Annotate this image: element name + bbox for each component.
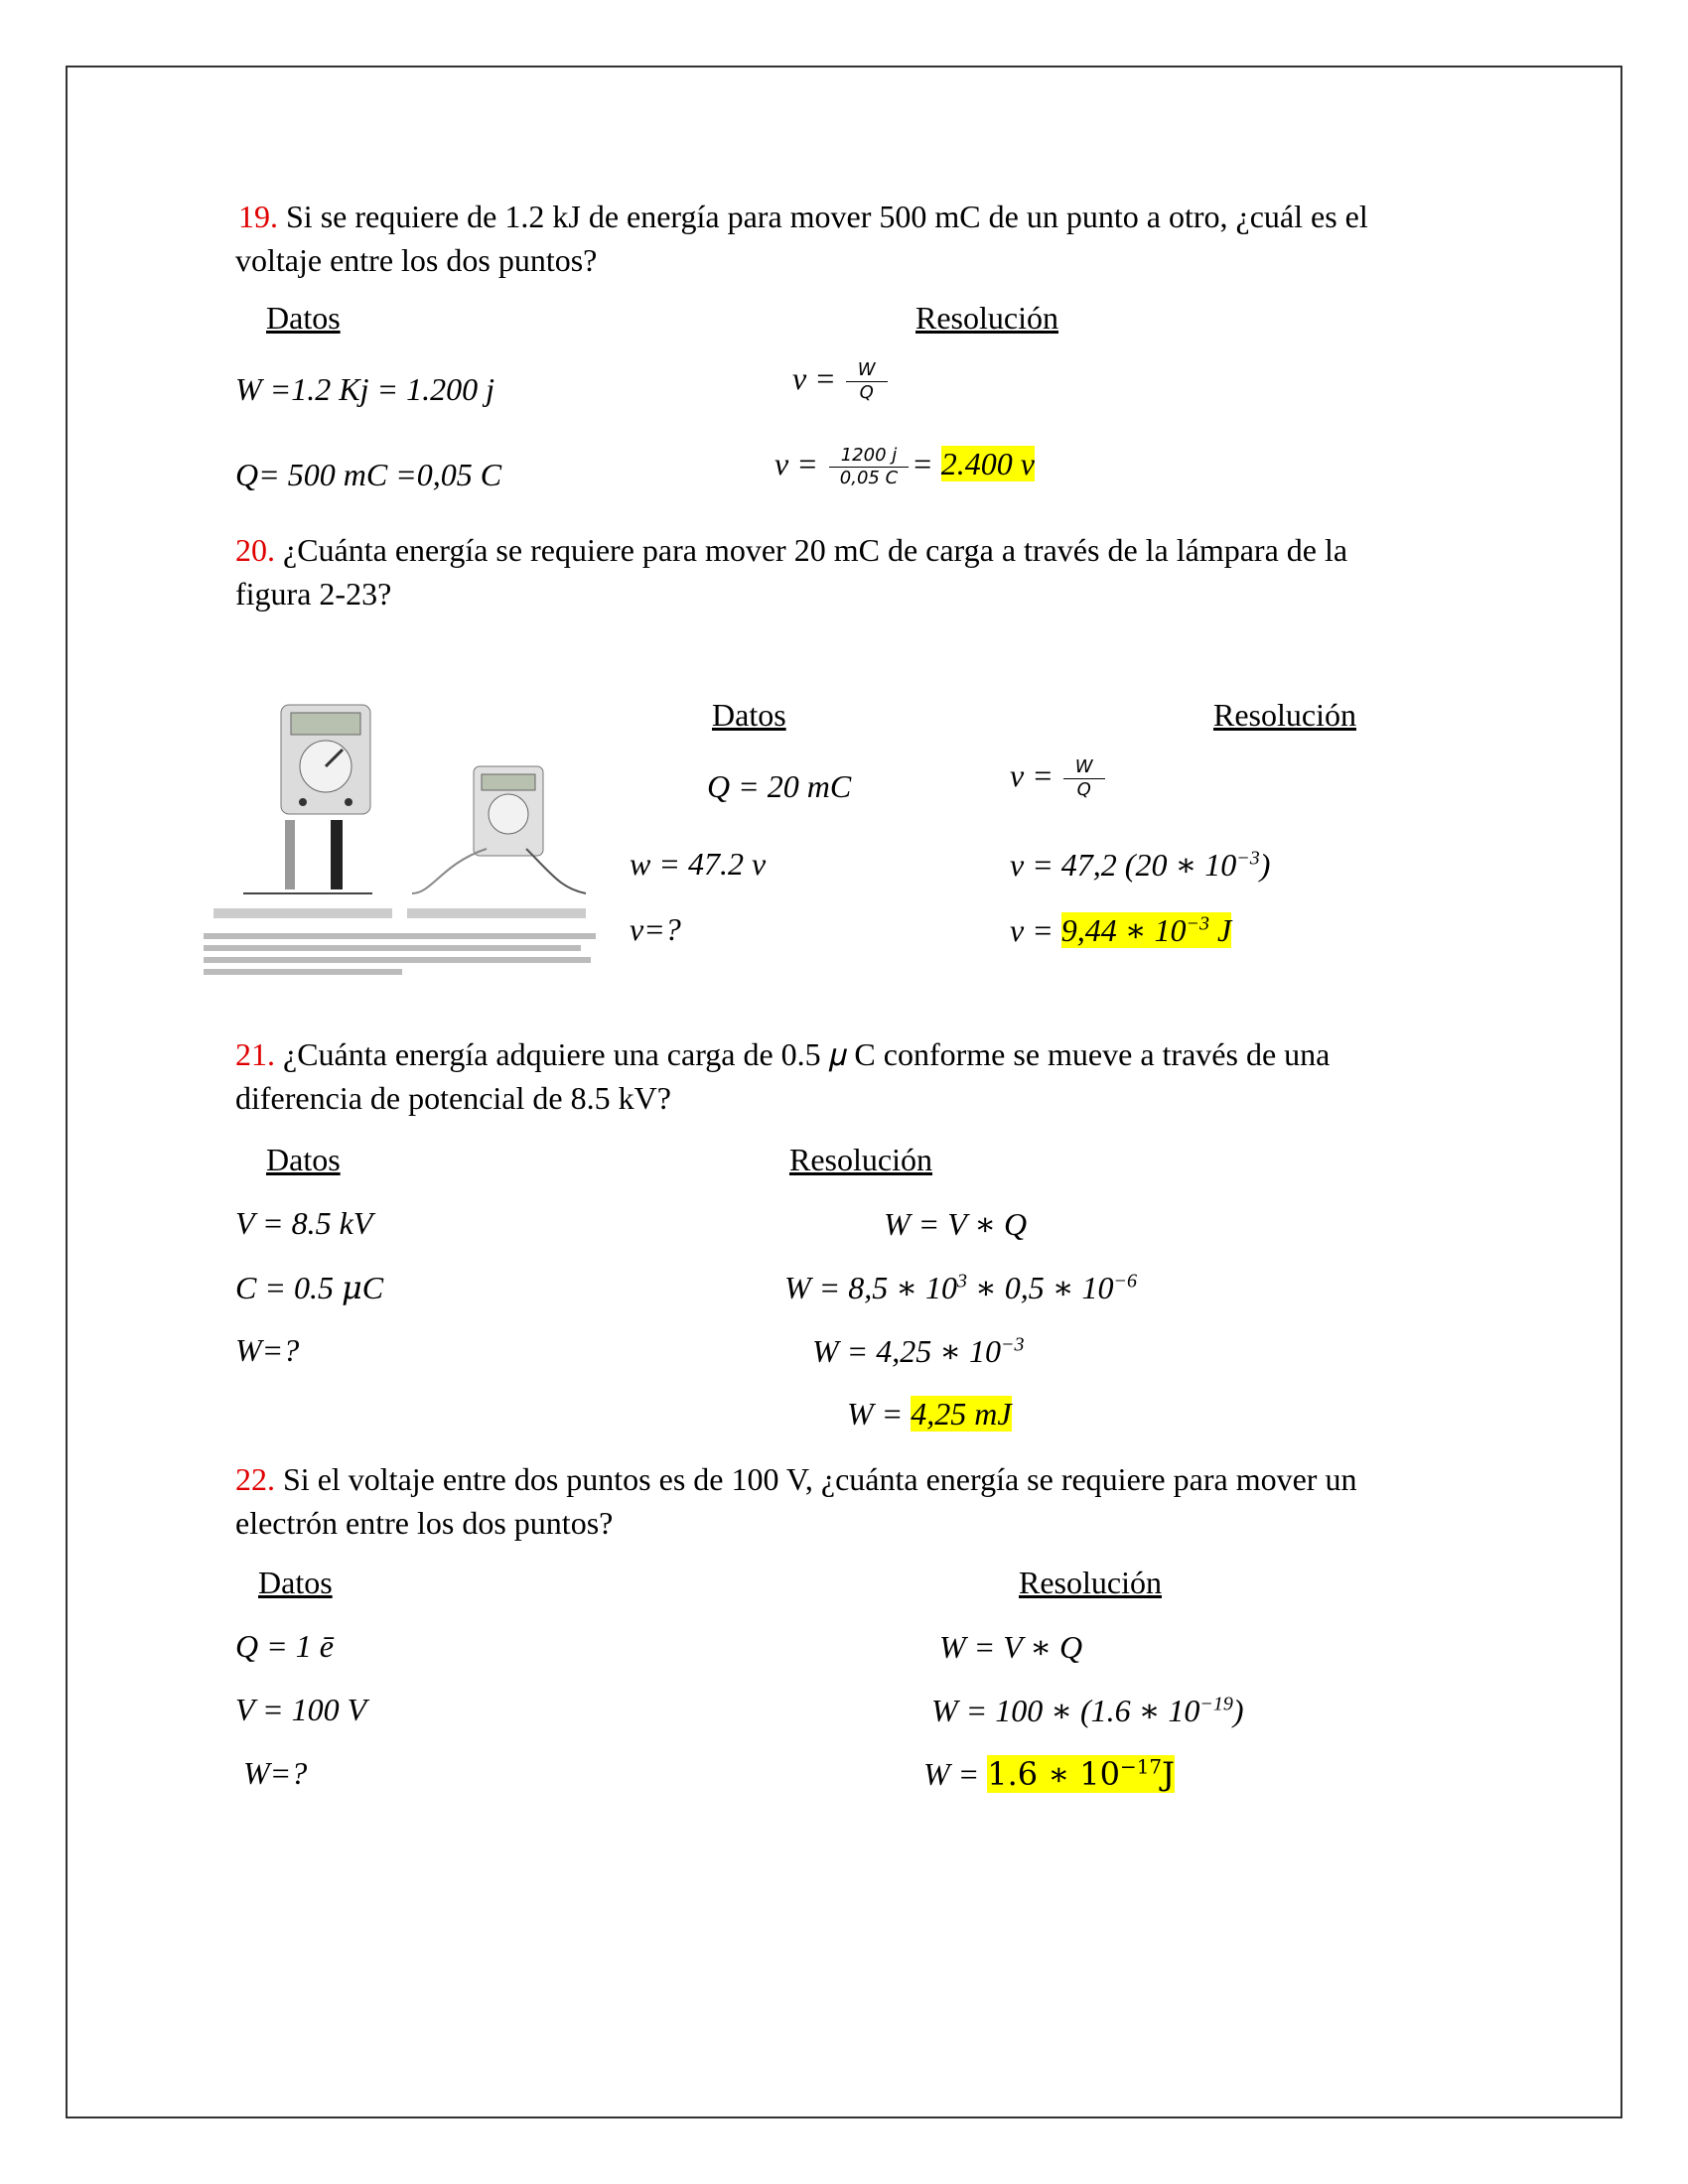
q21-f2-a: W = 8,5 ∗ 10 bbox=[784, 1270, 957, 1305]
q21-line1 bbox=[235, 1032, 1330, 1076]
q19-datos-heading: Datos bbox=[266, 300, 341, 336]
q22-number: 22. bbox=[235, 1461, 275, 1497]
q21-text-2: diferencia de potencial de 8.5 kV? bbox=[235, 1080, 671, 1116]
q22-ans-exp: −17 bbox=[1119, 1754, 1163, 1779]
q19-f2-num: 1200 j bbox=[829, 445, 910, 468]
q19-answer: 2.400 v bbox=[940, 445, 1035, 481]
q19-text-1: Si se requiere de 1.2 kJ de energía para mover 500 mC de un punto a otro, ¿cuál es el bbox=[286, 199, 1368, 234]
q20-f1-den: Q bbox=[1076, 779, 1091, 800]
q20-number: 20. bbox=[235, 532, 275, 568]
q22-datum-w: W=? bbox=[243, 1755, 308, 1791]
q22-datum-q: Q = 1 ē bbox=[235, 1628, 334, 1664]
q19-f1-den: Q bbox=[859, 382, 874, 403]
q21-f2-exp1: 3 bbox=[957, 1270, 967, 1293]
q21-formula-4 bbox=[847, 1396, 1012, 1433]
q22-resolucion-heading: Resolución bbox=[1019, 1565, 1162, 1600]
q20-resolucion-heading: Resolución bbox=[1213, 697, 1356, 733]
q19-formula-1 bbox=[792, 359, 890, 404]
q19-datum-q: Q= 500 mC =0,05 C bbox=[235, 457, 502, 492]
q20-formula-3 bbox=[1010, 911, 1231, 949]
q20-f2-close: ) bbox=[1259, 847, 1271, 883]
q20-f1-fraction bbox=[1063, 756, 1105, 801]
q19-number: 19. bbox=[238, 199, 278, 234]
q22-datum-v: V = 100 V bbox=[235, 1692, 367, 1727]
q21-text-1: ¿Cuánta energía adquiere una carga de 0.5 𝜇 C conforme se mueve a través de una bbox=[283, 1036, 1331, 1072]
q22-answer bbox=[987, 1755, 1175, 1793]
q20-line1 bbox=[235, 528, 1347, 572]
q20-datos-heading: Datos bbox=[712, 697, 786, 733]
multimeter-figure-image bbox=[204, 695, 596, 993]
q20-datum-q: Q = 20 mC bbox=[707, 768, 852, 804]
q20-f2-base: v = 47,2 (20 ∗ 10 bbox=[1010, 847, 1237, 883]
q19-f2-eq: = bbox=[912, 445, 941, 481]
q21-datos-heading: Datos bbox=[266, 1142, 341, 1177]
q21-answer: 4,25 mJ bbox=[911, 1396, 1012, 1432]
q22-f2-exp: −19 bbox=[1199, 1693, 1233, 1715]
q21-f2-exp2: −6 bbox=[1113, 1270, 1137, 1293]
q21-f4-lhs: W = bbox=[847, 1396, 912, 1432]
q22-text-1: Si el voltaje entre dos puntos es de 100 V, ¿cuánta energía se requiere para mover un bbox=[283, 1461, 1357, 1497]
q20-datum-w: w = 47.2 v bbox=[630, 846, 767, 882]
q19-f1-lhs: v = bbox=[792, 359, 844, 396]
q20-formula-2 bbox=[1010, 846, 1270, 884]
q21-f2-b: ∗ 0,5 ∗ 10 bbox=[967, 1270, 1114, 1305]
q19-f1-num: W bbox=[846, 359, 888, 382]
q20-f3-lhs: v = bbox=[1010, 912, 1061, 948]
q22-ans-base: 1.6 ∗ 10 bbox=[987, 1755, 1120, 1793]
q19-f1-fraction bbox=[846, 359, 888, 404]
q21-number: 21. bbox=[235, 1036, 275, 1072]
q22-f2-base: W = 100 ∗ (1.6 ∗ 10 bbox=[931, 1693, 1200, 1728]
q19-text-2: voltaje entre los dos puntos? bbox=[235, 242, 598, 278]
q20-text-1: ¿Cuánta energía se requiere para mover 20 mC de carga a través de la lámpara de la bbox=[283, 532, 1348, 568]
q19-f2-lhs: v = bbox=[774, 445, 826, 481]
q19-f2-den: 0,05 C bbox=[839, 468, 899, 488]
q21-f3-base: W = 4,25 ∗ 10 bbox=[812, 1333, 1001, 1369]
q21-resolucion-heading: Resolución bbox=[789, 1142, 932, 1177]
q19-formula-2 bbox=[774, 445, 1035, 489]
q22-line1 bbox=[235, 1457, 1356, 1501]
q20-ans-unit: J bbox=[1209, 912, 1232, 948]
q20-formula-1 bbox=[1010, 756, 1107, 801]
q19-line1 bbox=[238, 195, 1368, 238]
q20-answer bbox=[1061, 912, 1231, 948]
q20-datum-v: v=? bbox=[630, 911, 681, 947]
q20-ans-exp: −3 bbox=[1186, 912, 1210, 935]
q21-formula-1: W = V ∗ Q bbox=[884, 1206, 1028, 1242]
q19-resolucion-heading: Resolución bbox=[915, 300, 1058, 336]
q19-datum-w: W =1.2 Kj = 1.200 j bbox=[235, 371, 494, 407]
q20-f1-lhs: v = bbox=[1010, 756, 1061, 793]
q19-f2-fraction bbox=[828, 445, 910, 489]
q21-datum-v: V = 8.5 kV bbox=[235, 1205, 373, 1241]
q22-formula-1: W = V ∗ Q bbox=[939, 1629, 1083, 1665]
q21-f3-exp: −3 bbox=[1001, 1333, 1025, 1356]
q22-ans-unit: J bbox=[1162, 1755, 1175, 1793]
q20-f1-num: W bbox=[1063, 756, 1105, 779]
q21-datum-c: C = 0.5 𝜇C bbox=[235, 1270, 384, 1305]
q20-ans-base: 9,44 ∗ 10 bbox=[1060, 912, 1187, 948]
q22-formula-2 bbox=[931, 1692, 1244, 1729]
q20-text-2: figura 2-23? bbox=[235, 576, 392, 612]
q22-f2-close: ) bbox=[1232, 1693, 1244, 1728]
q21-formula-2 bbox=[784, 1269, 1137, 1306]
q21-formula-3 bbox=[812, 1332, 1025, 1370]
q22-formula-3 bbox=[923, 1755, 1175, 1793]
q22-f3-lhs: W = bbox=[923, 1756, 988, 1792]
q20-f2-exp: −3 bbox=[1236, 847, 1260, 870]
q22-text-2: electrón entre los dos puntos? bbox=[235, 1505, 614, 1541]
q22-datos-heading: Datos bbox=[258, 1565, 333, 1600]
q21-datum-w: W=? bbox=[235, 1332, 300, 1368]
